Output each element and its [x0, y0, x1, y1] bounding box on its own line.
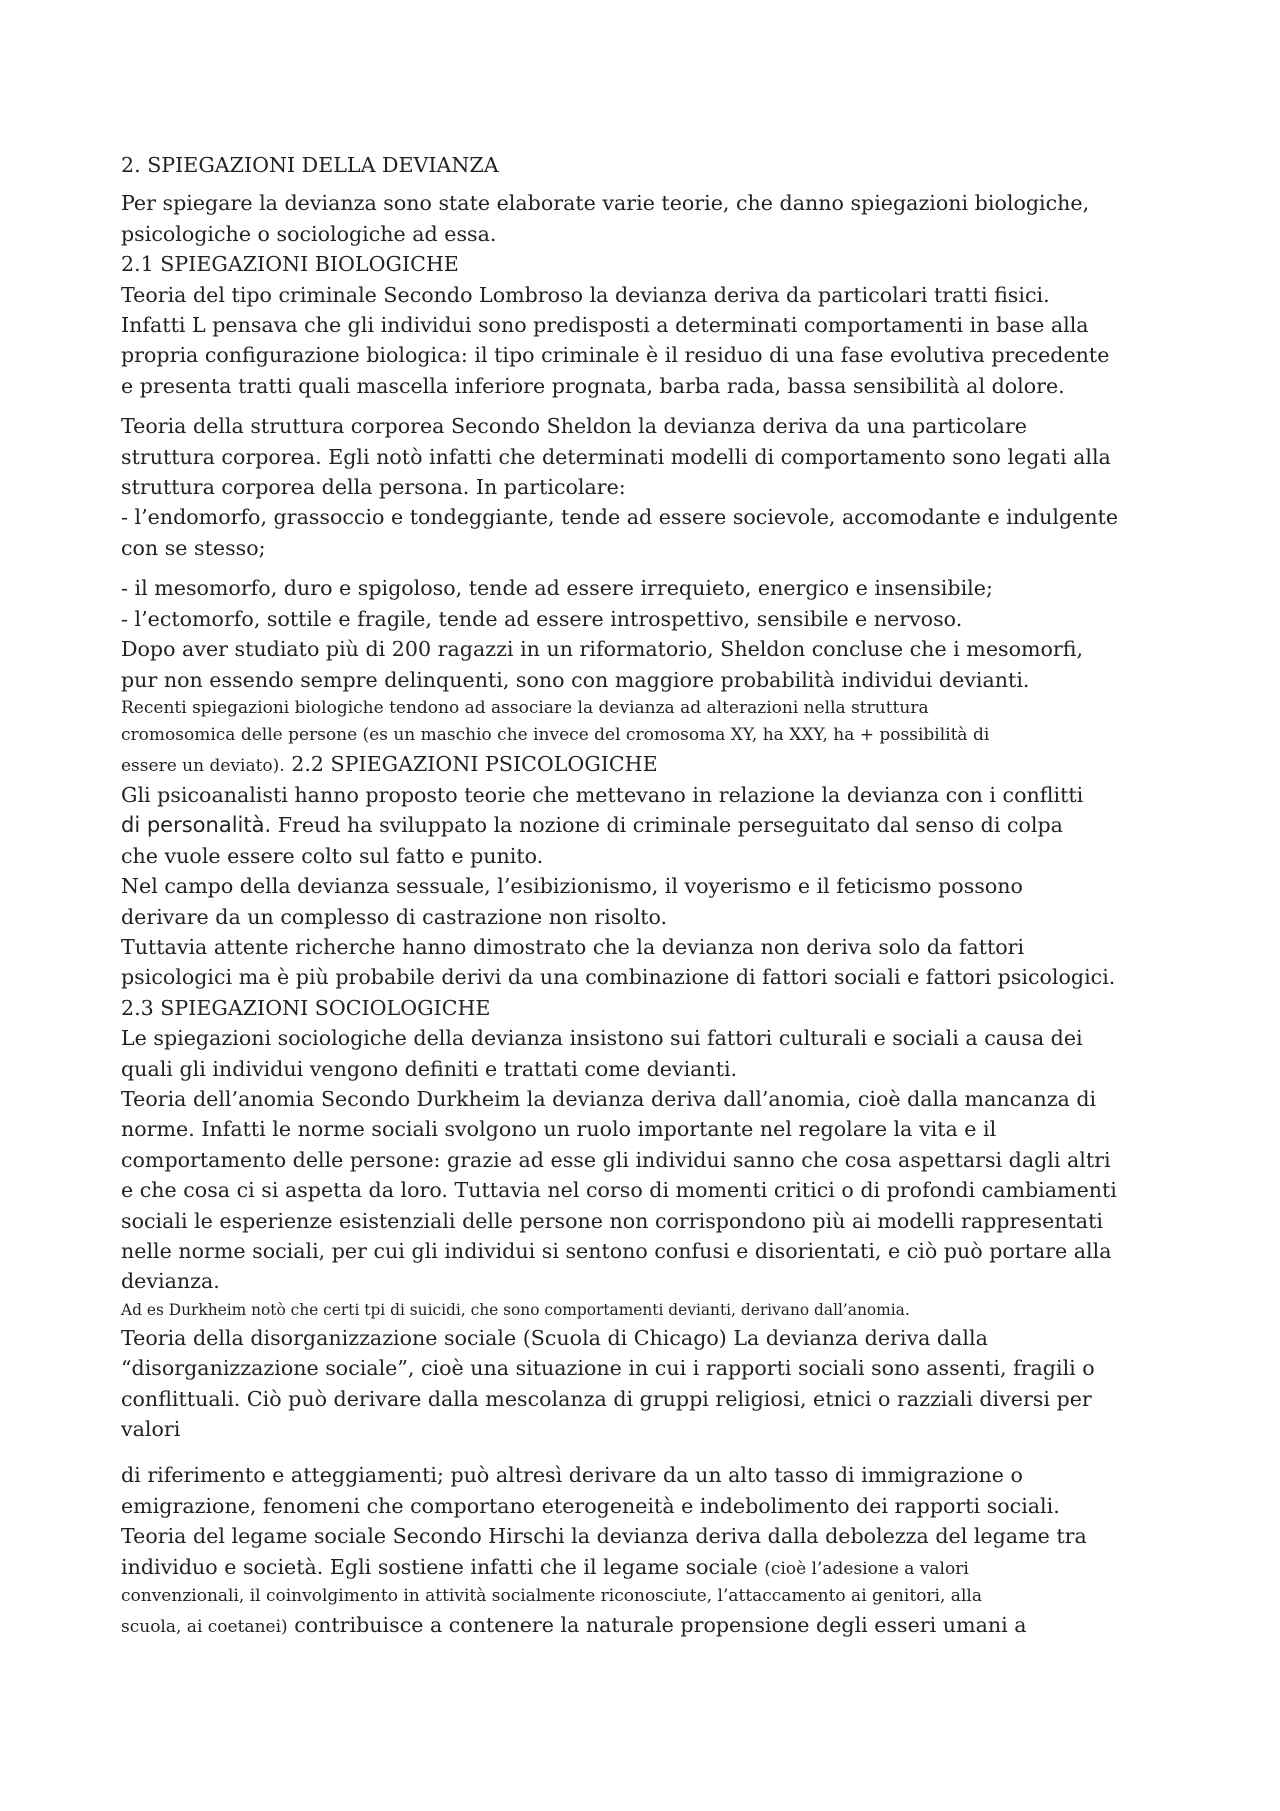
text-fragment-sans: di personalità.	[121, 813, 272, 838]
text-line: e presenta tratti quali mascella inferiore prognata, barba rada, bassa sensibilità al dolore.	[121, 373, 1065, 398]
text-line: Nel campo della devianza sessuale, l’esibizionismo, il voyerismo e il feticismo possono	[121, 874, 1023, 899]
text-line: Teoria della struttura corporea Secondo Sheldon la devianza deriva da una particolare	[121, 414, 1027, 439]
text-line-mixed	[121, 1552, 1166, 1583]
text-line: propria configurazione biologica: il tipo criminale è il residuo di una fase evolutiva precedente	[121, 343, 1110, 368]
text-line: struttura corporea della persona. In particolare:	[121, 475, 626, 500]
text-fragment: Freud ha sviluppato la nozione di criminale perseguitato dal senso di colpa	[277, 813, 1063, 838]
text-line: Infatti L pensava che gli individui sono predisposti a determinati comportamenti in base alla	[121, 313, 1089, 338]
text-line: conflittuali. Ciò può derivare dalla mescolanza di gruppi religiosi, etnici o razziali diversi per	[121, 1386, 1092, 1411]
text-line: che vuole essere colto sul fatto e punito.	[121, 843, 544, 868]
subsection-heading: 2.3 SPIEGAZIONI SOCIOLOGICHE	[121, 995, 491, 1020]
text-line: Tuttavia attente richerche hanno dimostrato che la devianza non deriva solo da fattori	[121, 934, 1025, 959]
text-line: con se stesso;	[121, 535, 266, 560]
section-heading: 2. SPIEGAZIONI DELLA DEVIANZA	[121, 153, 499, 177]
text-line: Teoria della disorganizzazione sociale (Scuola di Chicago) La devianza deriva dalla	[121, 1325, 988, 1350]
text-line-mixed	[121, 1610, 1166, 1641]
text-line: Per spiegare la devianza sono state elaborate varie teorie, che danno spiegazioni biologiche,	[121, 191, 1090, 216]
text-line: Le spiegazioni sociologiche della devianza insistono sui fattori culturali e sociali a causa dei	[121, 1026, 1083, 1051]
text-line: “disorganizzazione sociale”, cioè una situazione in cui i rapporti sociali sono assenti, fragili o	[121, 1356, 1095, 1381]
text-line: derivare da un complesso di castrazione non risolto.	[121, 904, 668, 929]
text-fragment-small: scuola, ai coetanei)	[121, 1616, 288, 1637]
text-line-mixed	[121, 810, 1166, 840]
text-line: - il mesomorfo, duro e spigoloso, tende ad essere irrequieto, energico e insensibile;	[121, 576, 993, 601]
text-fragment: contribuisce a contenere la naturale propensione degli esseri umani a	[294, 1612, 1027, 1637]
text-line: devianza.	[121, 1269, 220, 1294]
subsection-heading: 2.1 SPIEGAZIONI BIOLOGICHE	[121, 252, 459, 277]
text-line-small: cromosomica delle persone (es un maschio che invece del cromosoma XY, ha XXY, ha + possibilità di	[121, 724, 990, 745]
text-line-small: Recenti spiegazioni biologiche tendono ad associare la devianza ad alterazioni nella struttura	[121, 697, 929, 718]
text-line: emigrazione, fenomeni che comportano eterogeneità e indebolimento dei rapporti sociali.	[121, 1493, 1060, 1518]
text-line: Teoria dell’anomia Secondo Durkheim la devianza deriva dall’anomia, cioè dalla mancanza di	[121, 1086, 1097, 1111]
text-line: Gli psicoanalisti hanno proposto teorie che mettevano in relazione la devianza con i conflitti	[121, 782, 1084, 807]
text-line: - l’endomorfo, grassoccio e tondeggiante, tende ad essere socievole, accomodante e indulgente	[121, 505, 1119, 530]
text-line: Teoria del legame sociale Secondo Hirschi la devianza deriva dalla debolezza del legame tra	[121, 1524, 1087, 1549]
text-line: nelle norme sociali, per cui gli individui si sentono confusi e disorientati, e ciò può portare alla	[121, 1239, 1112, 1263]
subsection-heading: 2.2 SPIEGAZIONI PSICOLOGICHE	[291, 751, 658, 776]
text-line: di riferimento e atteggiamenti; può altresì derivare da un alto tasso di immigrazione o	[121, 1463, 1023, 1488]
text-line: - l’ectomorfo, sottile e fragile, tende ad essere introspettivo, sensibile e nervoso.	[121, 606, 963, 631]
text-line: valori	[121, 1417, 181, 1442]
text-line-small: Ad es Durkheim notò che certi tpi di suicidi, che sono comportamenti devianti, derivano dall’anomia.	[121, 1300, 910, 1319]
text-line: quali gli individui vengono definiti e trattati come devianti.	[121, 1056, 738, 1081]
text-line: norme. Infatti le norme sociali svolgono un ruolo importante nel regolare la vita e il	[121, 1117, 997, 1142]
text-fragment: individuo e società. Egli sostiene infatti che il legame sociale	[121, 1554, 758, 1579]
text-line: Teoria del tipo criminale Secondo Lombroso la devianza deriva da particolari tratti fisici.	[121, 282, 1050, 307]
document-body	[121, 150, 1166, 1641]
text-fragment-small: essere un deviato).	[121, 755, 285, 776]
text-line: Dopo aver studiato più di 200 ragazzi in un riformatorio, Sheldon concluse che i mesomorfi,	[121, 637, 1084, 662]
text-line-small: convenzionali, il coinvolgimento in attività socialmente riconosciute, l’attaccamento ai genitori, alla	[121, 1585, 982, 1606]
text-line: sociali le esperienze esistenziali delle persone non corrispondono più ai modelli rappresentati	[121, 1208, 1103, 1233]
text-line: struttura corporea. Egli notò infatti che determinati modelli di comportamento sono legati alla	[121, 444, 1111, 469]
text-line: comportamento delle persone: grazie ad esse gli individui sanno che cosa aspettarsi dagli altri	[121, 1147, 1111, 1172]
text-line-mixed	[121, 749, 1166, 780]
text-line: e che cosa ci si aspetta da loro. Tuttavia nel corso di momenti critici o di profondi cambiamenti	[121, 1178, 1117, 1203]
text-fragment-small: (cioè l’adesione a valori	[764, 1558, 969, 1579]
text-line: pur non essendo sempre delinquenti, sono con maggiore probabilità individui devianti.	[121, 667, 1030, 692]
text-line: psicologici ma è più probabile derivi da una combinazione di fattori sociali e fattori psicologici.	[121, 965, 1116, 990]
text-line: psicologiche o sociologiche ad essa.	[121, 221, 497, 246]
